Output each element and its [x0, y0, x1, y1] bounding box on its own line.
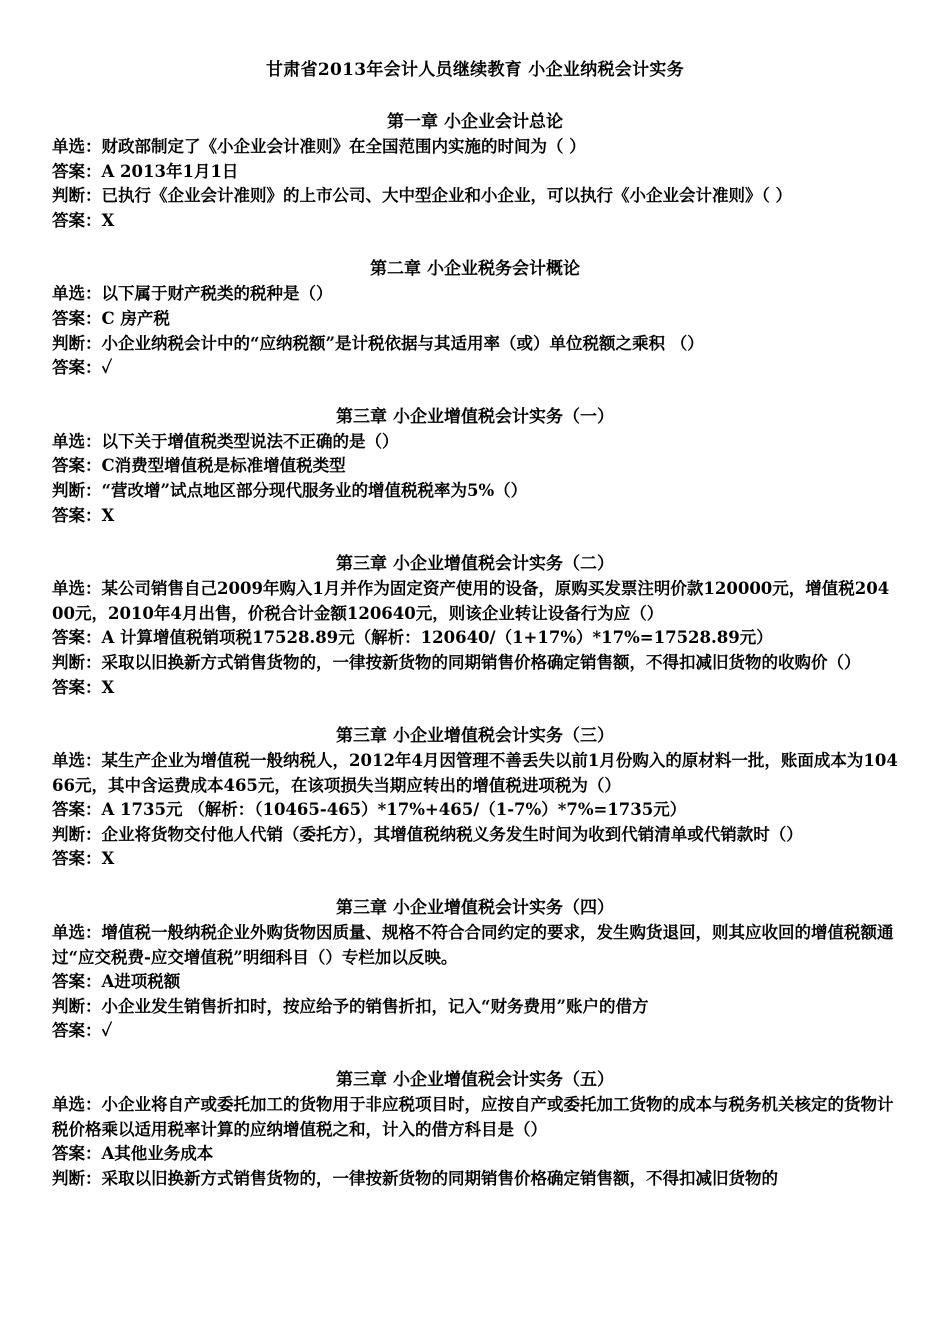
sections-container — [52, 110, 898, 1191]
chapter-section — [52, 405, 898, 528]
answer-line: 答案：✓ — [52, 1021, 113, 1041]
chapter-heading: 第二章 小企业税务会计概论 — [370, 259, 580, 280]
answer-line: 答案：X — [52, 505, 115, 525]
answer-line: 答案：C消费型增值税是标准增值税类型 — [52, 456, 346, 476]
single-choice-question: 单选：小企业将自产或委托加工的货物用于非应税项目时，应按自产或委托加工货物的成本与税务机关核定的货物计税价格乘以适用税率计算的应纳增值税之和，计入的借方科目是（） — [52, 1095, 894, 1139]
chapter-section — [52, 552, 898, 700]
answer-line: 答案：A进项税额 — [52, 972, 181, 992]
chapter-section — [52, 1068, 898, 1191]
true-false-question: 判断：企业将货物交付他人代销（委托方），其增值税纳税义务发生时间为收到代销清单或代销款时（） — [52, 824, 803, 844]
document-page — [52, 58, 898, 1215]
chapter-section — [52, 257, 898, 380]
single-choice-question: 单选：某生产企业为增值税一般纳税人，2012年4月因管理不善丢失以前1月份购入的原材料一批，账面成本为10466元，其中含运费成本465元，在该项损失当期应转出的增值税进项税为（） — [52, 751, 898, 795]
true-false-question: 判断：已执行《企业会计准则》的上市公司、大中型企业和小企业，可以执行《小企业会计准则》（ ） — [52, 186, 792, 206]
single-choice-question: 单选：增值税一般纳税企业外购货物因质量、规格不符合合同约定的要求，发生购货退回，则其应收回的增值税额通过“应交税费-应交增值税”明细科目（）专栏加以反映。 — [52, 923, 894, 967]
chapter-heading: 第一章 小企业会计总论 — [387, 112, 563, 132]
single-choice-question: 单选：某公司销售自己2009年购入1月并作为固定资产使用的设备，原购买发票注明价款120000元，增值税20400元，2010年4月出售，价税合计金额120640元，则该企业转让设备行为应（） — [52, 579, 890, 623]
true-false-question: 判断：小企业发生销售折扣时，按应给予的销售折扣，记入“财务费用”账户的借方 — [52, 996, 649, 1016]
true-false-question: 判断：采取以旧换新方式销售货物的，一律按新货物的同期销售价格确定销售额，不得扣减旧货物的 — [52, 1168, 778, 1188]
chapter-heading: 第三章 小企业增值税会计实务（四） — [336, 898, 614, 919]
answer-line: 答案：X — [52, 210, 115, 230]
single-choice-question: 单选：以下关于增值税类型说法不正确的是（） — [52, 431, 399, 451]
answer-line: 答案：A 计算增值税销项税17528.89元（解析：120640/（1+17%）*17%=17528.89元） — [52, 628, 773, 648]
answer-line: 答案：A 2013年1月1日 — [52, 161, 239, 181]
true-false-question: 判断：“营改增”试点地区部分现代服务业的增值税税率为5%（） — [52, 480, 528, 500]
chapter-section — [52, 110, 898, 233]
answer-line: 答案：X — [52, 677, 115, 697]
answer-line: 答案：A 1735元 （解析：（10465-465）*17%+465/（1-7%）*7%=1735元） — [52, 800, 687, 820]
answer-line: 答案：C 房产税 — [52, 308, 170, 328]
chapter-heading: 第三章 小企业增值税会计实务（三） — [336, 726, 614, 747]
answer-line: 答案：✓ — [52, 358, 113, 378]
chapter-section — [52, 724, 898, 872]
true-false-question: 判断：采取以旧换新方式销售货物的，一律按新货物的同期销售价格确定销售额，不得扣减旧货物的收购价（） — [52, 652, 861, 672]
chapter-heading: 第三章 小企业增值税会计实务（一） — [336, 406, 614, 427]
single-choice-question: 单选：财政部制定了《小企业会计准则》在全国范围内实施的时间为（ ） — [52, 137, 586, 156]
true-false-question: 判断：小企业纳税会计中的“应纳税额”是计税依据与其适用率（或）单位税额之乘积 （） — [52, 333, 704, 353]
answer-line: 答案：A其他业务成本 — [52, 1144, 214, 1164]
answer-line: 答案：X — [52, 849, 115, 869]
chapter-section — [52, 896, 898, 1044]
single-choice-question: 单选：以下属于财产税类的税种是（） — [52, 284, 333, 304]
document-title: 甘肃省2013年会计人员继续教育 小企业纳税会计实务 — [265, 60, 685, 80]
chapter-heading: 第三章 小企业增值税会计实务（五） — [336, 1070, 614, 1091]
chapter-heading: 第三章 小企业增值税会计实务（二） — [336, 554, 614, 575]
